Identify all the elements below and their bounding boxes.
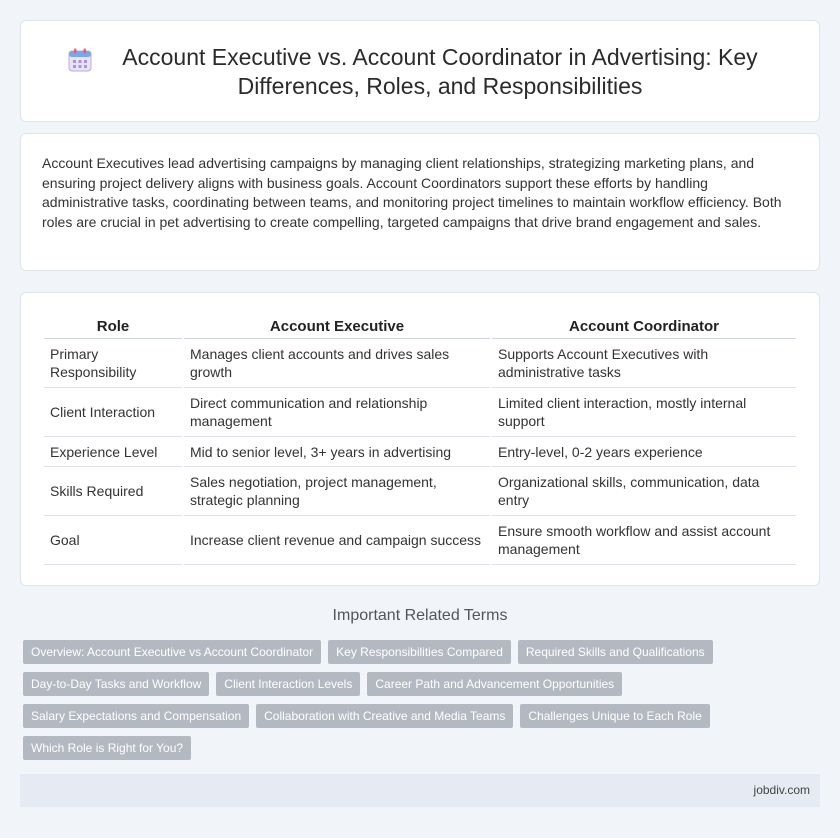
table-cell-role: Skills Required [44, 467, 182, 516]
footer-site-link[interactable]: jobdiv.com [753, 783, 810, 797]
related-term-tag[interactable]: Client Interaction Levels [216, 672, 360, 696]
related-term-tag[interactable]: Career Path and Advancement Opportunities [367, 672, 622, 696]
related-term-tag[interactable]: Which Role is Right for You? [23, 736, 191, 760]
table-cell-role: Goal [44, 516, 182, 565]
table-cell-role: Primary Responsibility [44, 339, 182, 388]
table-row [44, 388, 796, 437]
table-cell-account-executive: Manages client accounts and drives sales growth [184, 339, 490, 388]
related-terms-title: Important Related Terms [332, 607, 508, 624]
related-term-tag[interactable]: Challenges Unique to Each Role [520, 704, 709, 728]
table-cell-role: Experience Level [44, 437, 182, 467]
table-cell-account-coordinator: Ensure smooth workflow and assist account management [492, 516, 796, 565]
related-term-tag[interactable]: Collaboration with Creative and Media Teams [256, 704, 513, 728]
column-header-account-coordinator: Account Coordinator [492, 317, 796, 339]
table-cell-account-executive: Direct communication and relationship management [184, 388, 490, 437]
table-cell-account-executive: Increase client revenue and campaign success [184, 516, 490, 565]
footer [20, 774, 820, 807]
related-term-tag[interactable]: Day-to-Day Tasks and Workflow [23, 672, 209, 696]
header-card [20, 20, 820, 122]
intro-paragraph: Account Executives lead advertising campaigns by managing client relationships, strategizing marketing plans, and ensuring project delivery aligns with business goals. Account Coordinators support these efforts by handling administrative tasks, coordinating between teams, and monitoring project timelines to maintain workflow efficiency. Both roles are crucial in pet advertising to create compelling, targeted campaigns that drive brand engagement and sales. [42, 155, 782, 230]
table-row [44, 437, 796, 467]
column-header-account-executive: Account Executive [184, 317, 490, 339]
table-cell-account-coordinator: Supports Account Executives with administrative tasks [492, 339, 796, 388]
table-cell-account-executive: Sales negotiation, project management, strategic planning [184, 467, 490, 516]
table-row [44, 467, 796, 516]
related-terms-tags [23, 640, 823, 768]
column-header-role: Role [44, 317, 182, 339]
table-cell-account-coordinator: Limited client interaction, mostly internal support [492, 388, 796, 437]
table-cell-account-coordinator: Entry-level, 0-2 years experience [492, 437, 796, 467]
intro-card [20, 133, 820, 271]
table-cell-role: Client Interaction [44, 388, 182, 437]
related-term-tag[interactable]: Key Responsibilities Compared [328, 640, 511, 664]
table-row [44, 339, 796, 388]
page-title: Account Executive vs. Account Coordinator in Advertising: Key Differences, Roles, and Responsibilities [122, 44, 758, 99]
table-cell-account-executive: Mid to senior level, 3+ years in advertising [184, 437, 490, 467]
related-term-tag[interactable]: Salary Expectations and Compensation [23, 704, 249, 728]
related-term-tag[interactable]: Overview: Account Executive vs Account Coordinator [23, 640, 321, 664]
table-header-row [44, 317, 796, 339]
comparison-table-card [20, 292, 820, 586]
comparison-table [42, 317, 798, 565]
table-row [44, 516, 796, 565]
table-cell-account-coordinator: Organizational skills, communication, data entry [492, 467, 796, 516]
related-term-tag[interactable]: Required Skills and Qualifications [518, 640, 713, 664]
